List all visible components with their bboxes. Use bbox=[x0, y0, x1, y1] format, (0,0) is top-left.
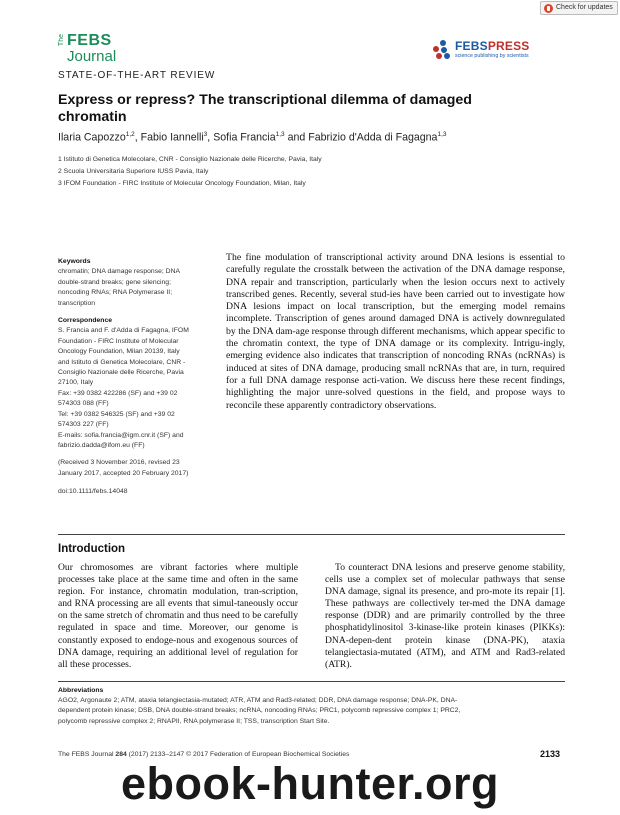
crossmark-icon bbox=[544, 4, 553, 13]
correspondence-block bbox=[58, 316, 213, 451]
keywords-block bbox=[58, 257, 213, 309]
doi-link[interactable]: doi:10.1111/febs.14048 bbox=[58, 488, 128, 496]
febs-press-tagline: science publishing by scientists bbox=[455, 53, 529, 59]
logo-journal: Journal bbox=[67, 48, 117, 65]
affiliation-line: 3 IFOM Foundation - FIRC Institute of Molecular Oncology Foundation, Milan, Italy bbox=[58, 180, 306, 187]
keywords-line: double-strand breaks; gene silencing; bbox=[58, 278, 171, 286]
author-affiliation-mark: 3 bbox=[203, 131, 208, 138]
received-dates bbox=[58, 458, 213, 479]
logo-febs: FEBS bbox=[67, 32, 112, 49]
author-affiliation-mark: 1,3 bbox=[275, 131, 285, 138]
author-list: Ilaria Capozzo$^{1,2}$, Fabio Iannelli$^3$, Sofia Francia$^{1,3}$ and Fabrizio d'Adda di Fagagna$^{1,3}$ bbox=[58, 131, 447, 144]
author-name: Fabrizio d'Adda di Fagagna bbox=[308, 131, 438, 144]
received-line: (Received 3 November 2016, revised 23 bbox=[58, 459, 180, 467]
page-footer: The FEBS Journal 284 (2017) 2133–2147 © 2017 Federation of European Biochemical Societies bbox=[58, 751, 350, 758]
affiliation-line: 1 Istituto di Genetica Molecolare, CNR - Consiglio Nazionale delle Ricerche, Pavia, Italy bbox=[58, 156, 322, 163]
correspondence-heading: Correspondence bbox=[58, 317, 113, 325]
correspondence-line: fabrizio.dadda@ifom.eu (FF) bbox=[58, 441, 145, 449]
author-affiliation-mark: 1,2 bbox=[125, 131, 135, 138]
introduction-left-column: Our chromosomes are vibrant factories where multiple processes take place at the same time and often in the same region. For instance, chromatin modulation, tran-scription, and RNA processing are all events that simul-taneously occur on the same stretch of chromatin and thus need to be carefully regulated in space and time. Moreover, our genome is constantly exposed to endoge-nous and exogenous sources of DNA damage, requiring an additional level of regulation for all these processes. bbox=[58, 562, 298, 670]
abbreviations-line: AGO2, Argonaute 2; ATM, ataxia telangiectasia-mutated; ATR, ATM and Rad3-related; DDR, DNA damage response; DNA-PK, DNA- bbox=[58, 697, 458, 705]
author-name: Fabio Iannelli bbox=[140, 131, 204, 144]
correspondence-line: 27100, Italy bbox=[58, 379, 94, 387]
keywords-line: chromatin; DNA damage response; DNA bbox=[58, 268, 181, 276]
febs-press-dots-icon bbox=[433, 40, 455, 60]
watermark: ebook-hunter.org bbox=[121, 758, 499, 809]
correspondence-line: S. Francia and F. d'Adda di Fagagna, IFOM bbox=[58, 327, 189, 335]
check-for-updates-label: Check for updates bbox=[556, 4, 613, 11]
logo-the: The bbox=[58, 34, 65, 47]
received-line: January 2017, accepted 20 February 2017) bbox=[58, 469, 189, 477]
section-label: STATE-OF-THE-ART REVIEW bbox=[58, 70, 216, 81]
introduction-heading: Introduction bbox=[58, 543, 126, 555]
abbreviations-line: dependent protein kinase; DSB, DNA double-strand breaks; ncRNA, noncoding RNAs; PRC1, polycomb repressive complex 1; PRC2, bbox=[58, 707, 461, 715]
abbreviations-heading: Abbreviations bbox=[58, 687, 104, 694]
article-sidebar bbox=[58, 257, 213, 498]
correspondence-line: E-mails: sofia.francia@igm.cnr.it (SF) and bbox=[58, 431, 184, 439]
keywords-line: transcription bbox=[58, 299, 96, 307]
abbreviations bbox=[58, 686, 565, 727]
correspondence-line: and Istituto di Genetica Molecolare, CNR - bbox=[58, 358, 186, 366]
febs-press-name: FEBSPRESS bbox=[455, 39, 530, 53]
correspondence-line: Oncology Foundation, Milan 20139, Italy bbox=[58, 348, 180, 356]
page-number: 2133 bbox=[540, 749, 561, 759]
correspondence-text bbox=[58, 326, 213, 451]
abbreviations-line: polycomb repressive complex 2; RNAPII, RNA polymerase II; TSS, transcription Start Site. bbox=[58, 717, 330, 725]
correspondence-line: Foundation - FIRC Institute of Molecular bbox=[58, 337, 179, 345]
author-name: Ilaria Capozzo bbox=[58, 131, 126, 144]
keywords-text bbox=[58, 267, 213, 309]
abstract: The fine modulation of transcriptional activity around DNA lesions is essential to carefully regulate the crosstalk between the activation of the DNA damage response, DNA repair and transcription, particularly when the lesion occurs next to actively transcribed genes. Recently, several stud-ies have been carried out to investigate how DNA lesions impact on local transcription, but the emerging model remains incomplete. Transcription of genes around damaged DNA is actively downregulated by the DNA dam-age response through different mechanisms, which appear specific to the chromatin context, the type of DNA damage or its complexity. Intrigu-ingly, emerging evidence also indicates that transcription of noncoding RNAs (ncRNAs) is induced at sites of DNA damage, producing small ncRNAs that are, in turn, required for a full DNA damage response acti-vation. We discuss here these recent findings, highlighting the major unre-solved questions in the field, and propose ways to reconcile these apparently contradictory observations. bbox=[226, 252, 565, 411]
correspondence-line: Consiglio Nazionale delle Ricerche, Pavia bbox=[58, 369, 184, 377]
divider-abbreviations bbox=[58, 681, 565, 682]
correspondence-line: 574303 227 (FF) bbox=[58, 421, 109, 429]
abbreviations-text bbox=[58, 696, 565, 727]
correspondence-line: Fax: +39 0382 422286 (SF) and +39 02 bbox=[58, 389, 178, 397]
keywords-heading: Keywords bbox=[58, 258, 91, 265]
introduction-right-column: To counteract DNA lesions and preserve genome stability, cells use a complex set of molecular pathways that sense DNA damage, signal its presence, and pro-mote its repair [1]. These pathways are collectively ter-med the DNA damage response (DDR) and are primarily controlled by the three phosphatidylinositol 3-kinase-like protein kinases (PIKKs): DNA-depen-dent protein kinase (DNA-PK), ataxia telangiectasia-mutated (ATM), and ATM and Rad3-related (ATR). bbox=[325, 562, 565, 670]
check-for-updates-button[interactable] bbox=[540, 1, 618, 15]
febs-press-logo bbox=[433, 38, 563, 64]
affiliations bbox=[58, 154, 322, 190]
divider-top bbox=[58, 534, 565, 535]
affiliation-line: 2 Scuola Universitaria Superiore IUSS Pavia, Italy bbox=[58, 168, 209, 175]
correspondence-line: Tel: +39 0382 546325 (SF) and +39 02 bbox=[58, 410, 175, 418]
article-title: Express or repress? The transcriptional dilemma of damaged chromatin bbox=[58, 92, 472, 125]
keywords-line: noncoding RNAs; RNA Polymerase II; bbox=[58, 289, 173, 297]
author-affiliation-mark: 1,3 bbox=[437, 131, 447, 138]
author-name: Sofia Francia bbox=[213, 131, 276, 144]
febs-journal-logo bbox=[58, 33, 128, 67]
correspondence-line: 574303 088 (FF) bbox=[58, 400, 109, 408]
